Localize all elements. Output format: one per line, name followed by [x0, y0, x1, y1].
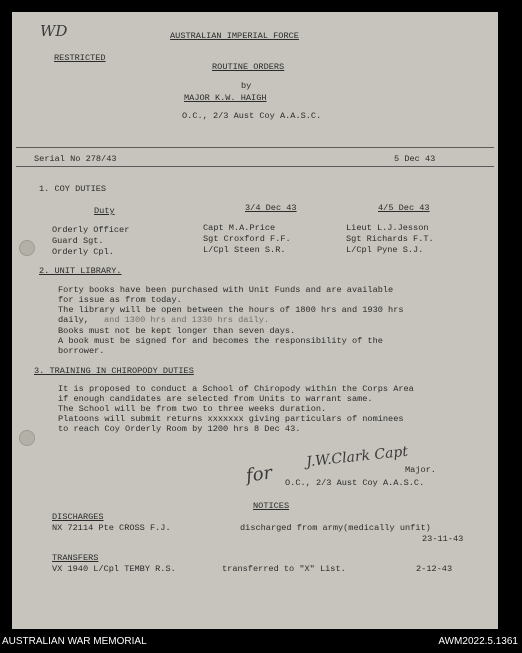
signature-scrawl: J.W.Clark Capt	[305, 443, 409, 471]
body-line: daily,	[58, 315, 89, 325]
body-line: The School will be from two to three weeks duration.	[58, 404, 327, 414]
punch-hole-top	[19, 240, 35, 256]
force-title: AUSTRALIAN IMPERIAL FORCE	[170, 31, 299, 41]
issuer: MAJOR K.W. HAIGH	[184, 93, 267, 103]
discharge-entry: NX 72114 Pte CROSS F.J.	[52, 523, 171, 533]
body-line: borrower.	[58, 346, 105, 356]
transfers-heading: TRANSFERS	[52, 553, 99, 563]
serial-rule	[16, 166, 494, 167]
duty-cell: Lieut L.J.Jesson	[346, 223, 429, 233]
duty-cell: Sgt Richards F.T.	[346, 234, 434, 244]
footer-accession-number: AWM2022.5.1361	[438, 636, 518, 647]
section-unit-library-heading: 2. UNIT LIBRARY.	[39, 266, 122, 276]
duty-cell: L/Cpl Pyne S.J.	[346, 245, 424, 255]
col-header-date-2: 4/5 Dec 43	[378, 203, 430, 213]
section-coy-duties-heading: 1. COY DUTIES	[39, 184, 107, 194]
duty-cell: Guard Sgt.	[52, 236, 104, 246]
col-header-duty: Duty	[94, 206, 115, 216]
handwritten-mark: WD	[40, 22, 68, 40]
col-header-date-1: 3/4 Dec 43	[245, 203, 297, 213]
document-page	[12, 12, 498, 629]
by-line: by	[241, 81, 252, 91]
body-line: to reach Coy Orderly Room by 1200 hrs 8 Dec 43.	[58, 424, 301, 434]
transfer-date: 2-12-43	[416, 564, 453, 574]
body-line: A book must be signed for and becomes the responsibility of the	[58, 336, 383, 346]
body-line: Books must not be kept longer than seven days.	[58, 326, 296, 336]
transfer-reason: transferred to "X" List.	[222, 564, 346, 574]
body-line: Platoons will submit returns xxxxxxx giving particulars of nominees	[58, 414, 404, 424]
signature-rank: Major.	[405, 465, 436, 475]
body-line: It is proposed to conduct a School of Chiropody within the Corps Area	[58, 384, 414, 394]
header-rule	[16, 147, 494, 148]
duty-cell: Capt M.A.Price	[203, 223, 276, 233]
classification: RESTRICTED	[54, 53, 106, 63]
signature-unit: O.C., 2/3 Aust Coy A.A.S.C.	[285, 478, 425, 488]
body-line: Forty books have been purchased with Unit Funds and are available	[58, 285, 394, 295]
duty-cell: Orderly Officer	[52, 225, 130, 235]
section-chiropody-heading: 3. TRAINING IN CHIROPODY DUTIES	[34, 366, 194, 376]
duty-cell: L/Cpl Steen S.R.	[203, 245, 286, 255]
serial-date: 5 Dec 43	[394, 154, 436, 164]
body-line: if enough candidates are selected from Units to warrant same.	[58, 394, 373, 404]
punch-hole-bottom	[19, 430, 35, 446]
body-line: for issue as from today.	[58, 295, 182, 305]
signature-for: for	[244, 462, 274, 487]
issuer-unit: O.C., 2/3 Aust Coy A.A.S.C.	[182, 111, 322, 121]
serial-number: Serial No 278/43	[34, 154, 117, 164]
discharge-date: 23-11-43	[422, 534, 464, 544]
discharges-heading: DISCHARGES	[52, 512, 104, 522]
footer-institution: AUSTRALIAN WAR MEMORIAL	[2, 636, 147, 647]
notices-heading: NOTICES	[253, 501, 290, 511]
body-line-faint: and 1300 hrs and 1330 hrs daily.	[104, 315, 270, 325]
doc-title: ROUTINE ORDERS	[212, 62, 285, 72]
duty-cell: Sgt Croxford F.F.	[203, 234, 291, 244]
duty-cell: Orderly Cpl.	[52, 247, 114, 257]
transfer-entry: VX 1940 L/Cpl TEMBY R.S.	[52, 564, 176, 574]
discharge-reason: discharged from army(medically unfit)	[240, 523, 431, 533]
body-line: The library will be open between the hours of 1800 hrs and 1930 hrs	[58, 305, 404, 315]
